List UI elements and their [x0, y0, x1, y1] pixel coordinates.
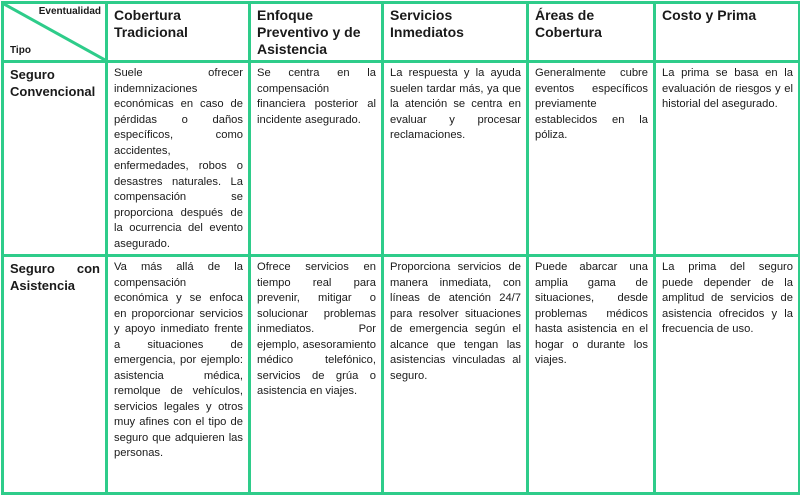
table-cell: Puede abarcar una amplia gama de situaciones, desde problemas médicos hasta asistencia en el hogar o durante los viajes. — [528, 256, 655, 494]
header-row — [3, 3, 800, 62]
table-cell: La prima se basa en la evaluación de riesgos y el historial del asegurado. — [655, 62, 800, 256]
row-header: Seguro Convencional — [3, 62, 107, 256]
table-row — [3, 256, 800, 494]
column-header: Cobertura Tradicional — [107, 3, 250, 62]
column-header: Servicios Inmediatos — [383, 3, 528, 62]
table-cell: La prima del seguro puede depender de la amplitud de servicios de asistencia ofrecidos y la frecuencia de uso. — [655, 256, 800, 494]
corner-header-cell — [3, 3, 107, 62]
column-header: Enfoque Preventivo y de Asistencia — [250, 3, 383, 62]
table-cell: Se centra en la compensación financiera posterior al incidente asegurado. — [250, 62, 383, 256]
table-row — [3, 62, 800, 256]
corner-label-tipo: Tipo — [10, 45, 31, 56]
table-cell: Suele ofrecer indemnizaciones económicas en caso de pérdidas o daños específicos, como accidentes, enfermedades, robos o desastres naturales. La compensación se proporciona después de la ocurrencia del evento asegurado. — [107, 62, 250, 256]
row-header: Seguro con Asistencia — [3, 256, 107, 494]
corner-label-eventualidad: Eventualidad — [38, 6, 101, 17]
table-cell: Ofrece servicios en tiempo real para prevenir, mitigar o solucionar problemas inmediatos. Por ejemplo, asesoramiento médico telefónico, servicios de grúa o asistencia en viajes. — [250, 256, 383, 494]
table-cell: Proporciona servicios de manera inmediata, con líneas de atención 24/7 para resolver situaciones de emergencia según el alcance que tengan las asistencias vinculadas al seguro. — [383, 256, 528, 494]
column-header: Costo y Prima — [655, 3, 800, 62]
table-cell: Va más allá de la compensación económica y se enfoca en proporcionar servicios y apoyo inmediato frente a situaciones de emergencia, por ejemplo: asistencia médica, remolque de vehículos, servicios legales y otros muy afines con el tipo de seguro que adquieren las personas. — [107, 256, 250, 494]
table-cell: Generalmente cubre eventos específicos previamente establecidos en la póliza. — [528, 62, 655, 256]
table-cell: La respuesta y la ayuda suelen tardar más, ya que la atención se centra en evaluar y procesar reclamaciones. — [383, 62, 528, 256]
comparison-table — [1, 1, 800, 495]
column-header: Áreas de Cobertura — [528, 3, 655, 62]
